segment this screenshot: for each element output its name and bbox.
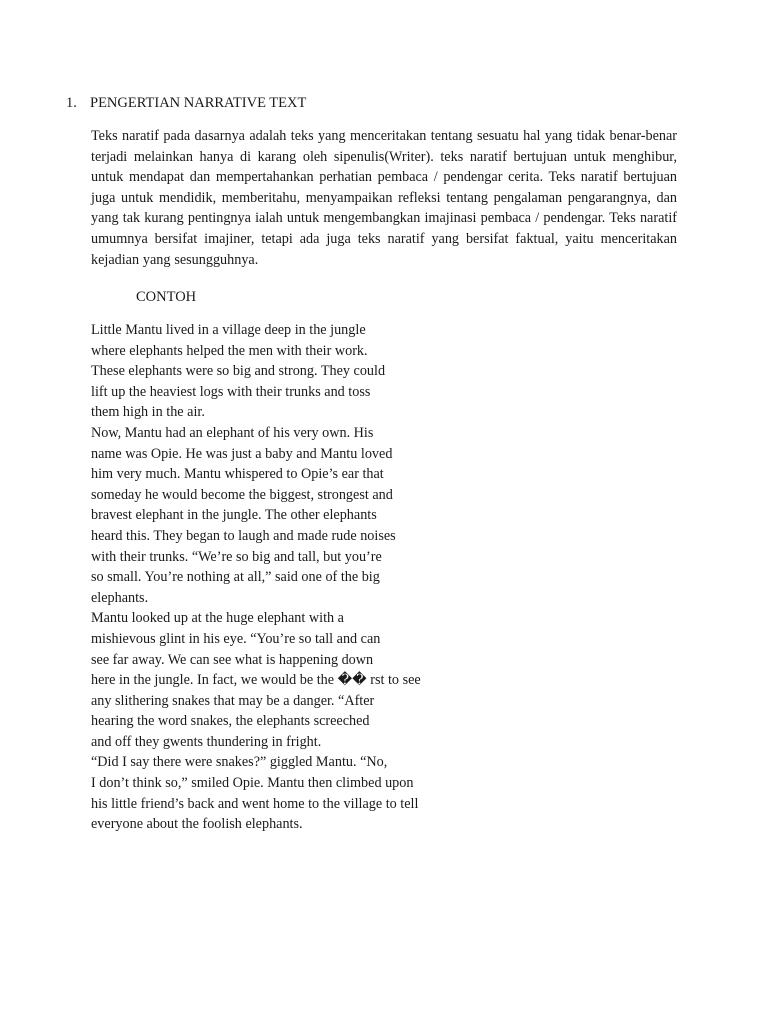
story-line: so small. You’re nothing at all,” said one of the big — [91, 569, 380, 586]
story-line: see far away. We can see what is happening down — [91, 651, 374, 668]
story-line: heard this. They began to laugh and made rude noises — [91, 527, 396, 544]
story-line: here in the jungle. In fact, we would be the �� rst to see — [91, 672, 421, 689]
story-line: bravest elephant in the jungle. The other elephants — [91, 507, 377, 524]
example-label: CONTOH — [136, 289, 197, 305]
story-line: elephants. — [91, 589, 149, 606]
story-line: name was Opie. He was just a baby and Mantu loved — [91, 445, 393, 462]
story-line: I don’t think so,” smiled Opie. Mantu then climbed upon — [91, 775, 414, 792]
story-line: Mantu looked up at the huge elephant with a — [91, 610, 344, 627]
story-line: any slithering snakes that may be a danger. “After — [91, 692, 375, 709]
story-line: mishievous glint in his eye. “You’re so tall and can — [91, 630, 381, 647]
story-line: where elephants helped the men with their work. — [91, 342, 368, 359]
story-line: Little Mantu lived in a village deep in the jungle — [91, 322, 366, 338]
story-line: Now, Mantu had an elephant of his very own. His — [91, 424, 374, 441]
story-line: someday he would become the biggest, strongest and — [91, 486, 393, 503]
section-title: PENGERTIAN NARRATIVE TEXT — [90, 95, 307, 111]
story-line: him very much. Mantu whispered to Opie’s ear that — [91, 466, 384, 483]
story-line: lift up the heaviest logs with their trunks and toss — [91, 383, 371, 400]
story-line: with their trunks. “We’re so big and tall, but you’re — [91, 548, 382, 565]
definition-paragraph: Teks naratif pada dasarnya adalah teks yang menceritakan tentang sesuatu hal yang tidak benar-benar terjadi melainkan hanya di karang oleh sipenulis(Writer). teks naratif bertujuan untuk menghibur, untuk mendapat dan mempertahankan perhatian pembaca / pendengar cerita. Teks naratif bertujuan juga untuk mendidik, memberitahu, menyampaikan refleksi tentang pengalaman pengarangnya, dan yang tak kurang pentingnya ialah untuk mengembangkan imajinasi pembaca / pendengar. Teks naratif umumnya bersifat imajiner, tetapi ada juga teks naratif yang bersifat faktual, yaitu menceritakan kejadian yang sesungguhnya. — [91, 128, 677, 268]
story-line: and off they gwents thundering in fright. — [91, 733, 322, 750]
story-text — [91, 320, 491, 835]
story-line: his little friend’s back and went home to the village to tell — [91, 795, 419, 812]
story-line: These elephants were so big and strong. They could — [91, 363, 386, 380]
section-heading — [66, 94, 306, 112]
story-line: everyone about the foolish elephants. — [91, 816, 303, 833]
section-number: 1. — [66, 95, 77, 111]
story-line: “Did I say there were snakes?” giggled Mantu. “No, — [91, 754, 388, 771]
story-line: them high in the air. — [91, 404, 205, 421]
story-line: hearing the word snakes, the elephants screeched — [91, 713, 370, 730]
